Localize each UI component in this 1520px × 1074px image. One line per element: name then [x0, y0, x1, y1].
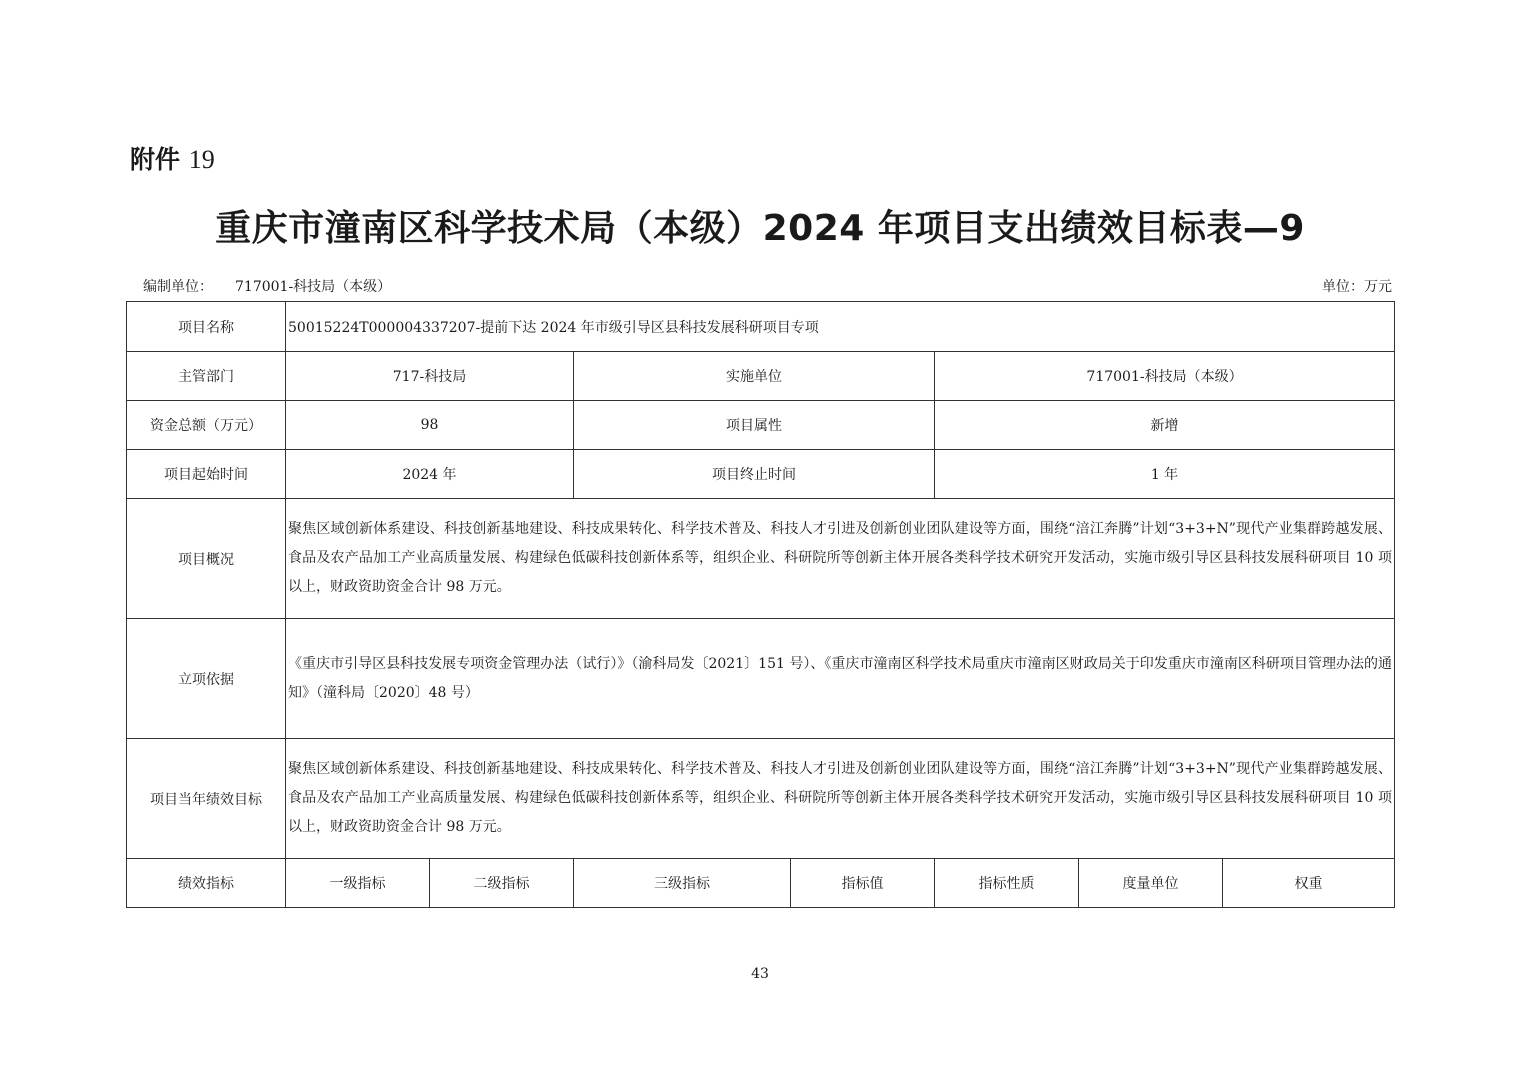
- indicator-header: 权重: [1223, 859, 1395, 908]
- indicator-header: 指标值: [791, 859, 935, 908]
- end-label: 项目终止时间: [574, 450, 935, 499]
- indicator-header: 二级指标: [430, 859, 574, 908]
- overview-value: 聚焦区域创新体系建设、科技创新基地建设、科技成果转化、科学技术普及、科技人才引进及创新创业团队建设等方面，围绕“涪江奔腾”计划“3+3+N”现代产业集群跨越发展、食品及农产品加工产业高质量发展、构建绿色低碳科技创新体系等，组织企业、科研院所等创新主体开展各类科学技术研究开发活动，实施市级引导区县科技发展科研项目 10 项以上，财政资助资金合计 98 万元。: [286, 499, 1395, 619]
- indicator-header: 度量单位: [1079, 859, 1223, 908]
- row-project-name: [127, 302, 1395, 352]
- row-goal: [127, 739, 1395, 859]
- start-label: 项目起始时间: [127, 450, 286, 499]
- row-period: [127, 450, 1395, 499]
- page-title: 重庆市潼南区科学技术局（本级）2024 年项目支出绩效目标表—9: [215, 208, 1305, 249]
- org-label: 编制单位：: [143, 279, 213, 295]
- row-basis: [127, 619, 1395, 739]
- goal-label: 项目当年绩效目标: [127, 739, 286, 859]
- basis-value: 《重庆市引导区县科技发展专项资金管理办法（试行）》（渝科局发〔2021〕151 号）、《重庆市潼南区科学技术局重庆市潼南区财政局关于印发重庆市潼南区科研项目管理办法的通知》（潼科局〔2020〕48 号）: [286, 619, 1395, 739]
- end-value: 1 年: [935, 450, 1395, 499]
- funds-label: 资金总额（万元）: [127, 401, 286, 450]
- indicator-label: 绩效指标: [127, 859, 286, 908]
- impl-value: 717001-科技局（本级）: [935, 352, 1395, 401]
- attr-value: 新增: [935, 401, 1395, 450]
- performance-table: [126, 301, 1395, 908]
- row-department: [127, 352, 1395, 401]
- project-name-value: 50015224T000004337207-提前下达 2024 年市级引导区县科技发展科研项目专项: [286, 302, 1395, 352]
- attachment-prefix: 附件: [130, 145, 181, 174]
- org-info: [143, 276, 391, 296]
- attr-label: 项目属性: [574, 401, 935, 450]
- attachment-label: [130, 140, 215, 176]
- project-name-label: 项目名称: [127, 302, 286, 352]
- row-indicators-header: [127, 859, 1395, 908]
- dept-label: 主管部门: [127, 352, 286, 401]
- indicator-header: 三级指标: [574, 859, 791, 908]
- funds-value: 98: [286, 401, 574, 450]
- page-number: 43: [751, 966, 769, 982]
- overview-label: 项目概况: [127, 499, 286, 619]
- org-value: 717001-科技局（本级）: [235, 279, 392, 295]
- impl-label: 实施单位: [574, 352, 935, 401]
- row-funds: [127, 401, 1395, 450]
- indicator-header: 指标性质: [935, 859, 1079, 908]
- goal-value: 聚焦区域创新体系建设、科技创新基地建设、科技成果转化、科学技术普及、科技人才引进及创新创业团队建设等方面，围绕“涪江奔腾”计划“3+3+N”现代产业集群跨越发展、食品及农产品加工产业高质量发展、构建绿色低碳科技创新体系等，组织企业、科研院所等创新主体开展各类科学技术研究开发活动，实施市级引导区县科技发展科研项目 10 项以上，财政资助资金合计 98 万元。: [286, 739, 1395, 859]
- row-overview: [127, 499, 1395, 619]
- indicator-header: 一级指标: [286, 859, 430, 908]
- unit-label: 单位：万元: [1322, 279, 1392, 295]
- dept-value: 717-科技局: [286, 352, 574, 401]
- basis-label: 立项依据: [127, 619, 286, 739]
- start-value: 2024 年: [286, 450, 574, 499]
- attachment-number: 19: [188, 145, 215, 174]
